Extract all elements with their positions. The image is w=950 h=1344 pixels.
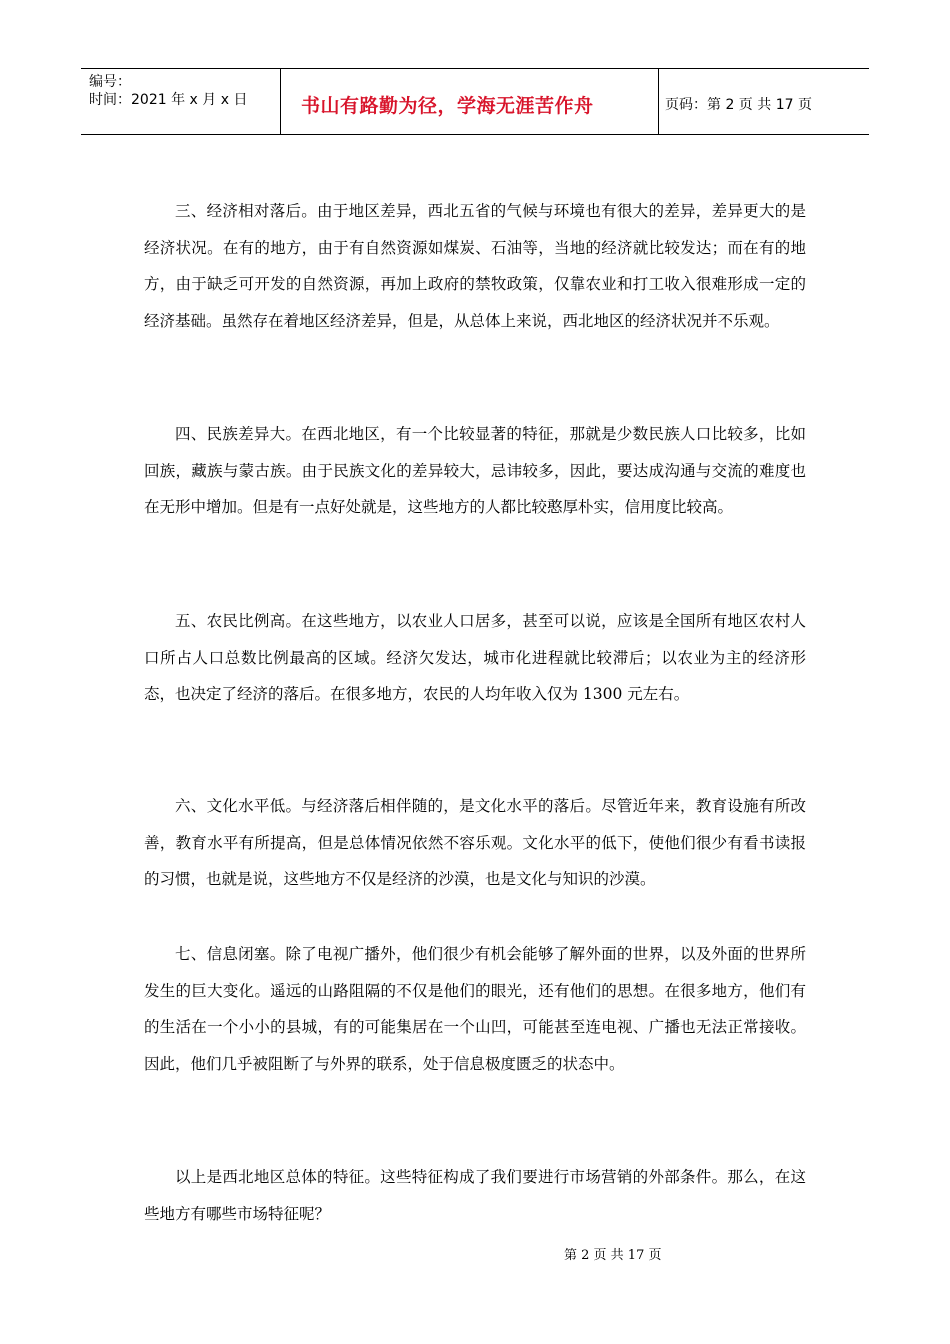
document-date: 时间：2021 年 x 月 x 日 <box>89 92 248 108</box>
body-text <box>144 193 806 339</box>
header-page-cell <box>659 69 869 134</box>
paragraph-information: 七、信息闭塞。除了电视广播外，他们很少有机会能够了解外面的世界，以及外面的世界所发生的巨大变化。遥远的山路阻隔的不仅是他们的眼光，还有他们的思想。在很多地方，他们有的生活在一个小小的县城，有的可能集居在一个山凹，可能甚至连电视、广播也无法正常接收。因此，他们几乎被阻断了与外界的联系，处于信息极度匮乏的状态中。 <box>144 945 806 1073</box>
body-text <box>144 1159 806 1232</box>
body-text <box>144 416 806 526</box>
body-text <box>144 936 806 1082</box>
paragraph-ethnicity: 四、民族差异大。在西北地区，有一个比较显著的特征，那就是少数民族人口比较多，比如回族，藏族与蒙古族。由于民族文化的差异较大，忌讳较多，因此，要达成沟通与交流的难度也在无形中增加。但是有一点好处就是，这些地方的人都比较憨厚朴实，信用度比较高。 <box>144 425 806 516</box>
header-page-number: 页码：第 2 页 共 17 页 <box>665 97 812 113</box>
footer-page-number: 第 2 页 共 17 页 <box>564 1248 662 1263</box>
paragraph-farmers: 五、农民比例高。在这些地方，以农业人口居多，甚至可以说，应该是全国所有地区农村人口所占人口总数比例最高的区域。经济欠发达，城市化进程就比较滞后；以农业为主的经济形态，也决定了经济的落后。在很多地方，农民的人均年收入仅为 1300 元左右。 <box>144 612 806 703</box>
body-text <box>144 788 806 898</box>
page-header <box>81 68 869 135</box>
paragraph-summary: 以上是西北地区总体的特征。这些特征构成了我们要进行市场营销的外部条件。那么，在这些地方有哪些市场特征呢？ <box>144 1168 806 1223</box>
header-motto-cell <box>281 69 659 134</box>
header-meta-cell <box>81 69 281 134</box>
paragraph-economy: 三、经济相对落后。由于地区差异，西北五省的气候与环境也有很大的差异，差异更大的是经济状况。在有的地方，由于有自然资源如煤炭、石油等，当地的经济就比较发达；而在有的地方，由于缺乏可开发的自然资源，再加上政府的禁牧政策，仅靠农业和打工收入很难形成一定的经济基础。虽然存在着地区经济差异，但是，从总体上来说，西北地区的经济状况并不乐观。 <box>144 202 806 330</box>
paragraph-culture: 六、文化水平低。与经济落后相伴随的，是文化水平的落后。尽管近年来，教育设施有所改善，教育水平有所提高，但是总体情况依然不容乐观。文化水平的低下，使他们很少有看书读报的习惯，也就是说，这些地方不仅是经济的沙漠，也是文化与知识的沙漠。 <box>144 797 806 888</box>
body-text <box>144 603 806 713</box>
header-motto: 书山有路勤为径，学海无涯苦作舟 <box>301 95 594 117</box>
document-number-label: 编号： <box>89 74 131 90</box>
